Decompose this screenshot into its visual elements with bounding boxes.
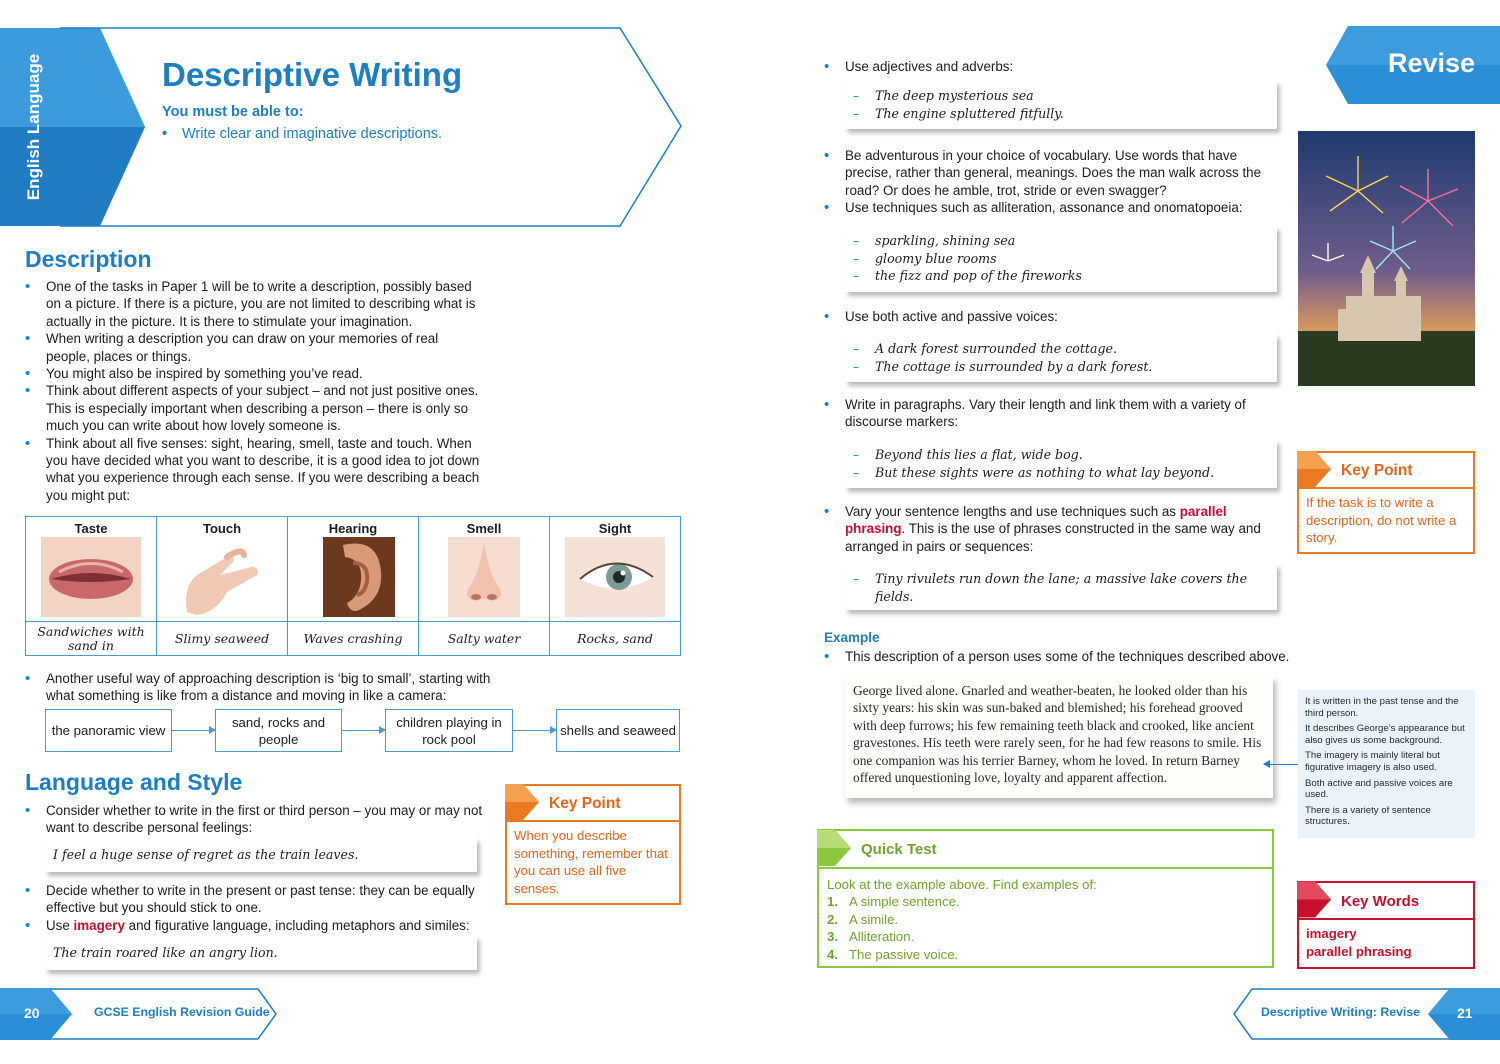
must-heading: You must be able to: xyxy=(162,104,304,120)
adjectives-bullet xyxy=(824,58,1274,75)
list-item: • Use imagery and figurative language, including metaphors and similes: xyxy=(25,917,485,934)
sentence-bullet xyxy=(824,503,1269,555)
key-point-text: When you describe something, remember that you can use all five senses. xyxy=(514,828,668,896)
list-item: 4. The passive voice. xyxy=(827,946,959,962)
arrow-right-icon xyxy=(172,730,215,731)
list-item: • Use adjectives and adverbs: xyxy=(824,58,1274,75)
ear-photo-icon xyxy=(303,537,403,617)
list-item: • Consider whether to write in the first or third person – you may or may not want to describe personal feelings: xyxy=(25,802,485,837)
list-item: • One of the tasks in Paper 1 will be to write a description, possibly based on a picture. If there is a picture, you are not limited to describing what is actually in the picture. It is there to stimulate your imagination. xyxy=(25,278,480,330)
paragraphs-bullet xyxy=(824,396,1276,431)
page-title: Descriptive Writing xyxy=(162,56,463,93)
list-item: • Think about different aspects of your subject – and not just positive ones. This is especially important when describing a person – there is only so much you can write about how lovely someone is. xyxy=(25,382,480,434)
voices-bullet xyxy=(824,308,1274,325)
table-cell: Slimy seaweed xyxy=(157,622,288,656)
key-word: imagery xyxy=(1306,926,1357,941)
list-item: • When writing a description you can draw on your memories of real people, places or things. xyxy=(25,330,480,365)
table-header: Taste xyxy=(26,517,157,536)
key-point-text: If the task is to write a description, do not write a story. xyxy=(1306,495,1457,545)
table-header: Smell xyxy=(419,517,550,536)
list-item: • Vary your sentence lengths and use techniques such as parallel phrasing. This is the use of phrases constructed in the same way and arranged in pairs or sequences: xyxy=(824,503,1269,555)
quick-test-list xyxy=(827,893,1264,963)
lips-photo-icon xyxy=(41,537,141,617)
page-number: 21 xyxy=(1457,1005,1473,1021)
list-item: 3. Alliteration. xyxy=(827,929,915,945)
list-item: • Write in paragraphs. Vary their length and link them with a variety of discourse markers: xyxy=(824,396,1276,431)
flow-step: shells and seaweed xyxy=(556,709,680,752)
note-item: It is written in the past tense and the third person. xyxy=(1305,696,1459,719)
table-cell: Salty water xyxy=(419,622,550,656)
example-bullet xyxy=(824,648,1294,665)
flow-step: children playing in rock pool xyxy=(385,709,513,752)
list-item: • This description of a person uses some of the techniques described above. xyxy=(824,648,1294,665)
chevron-right-icon xyxy=(1297,881,1333,918)
example-strip: – Beyond this lies a flat, wide bog. – But these sights were as nothing to what lay beyond. xyxy=(845,440,1277,488)
page-number: 20 xyxy=(24,1005,40,1021)
eye-photo-icon xyxy=(565,537,665,617)
table-cell: Sandwiches with sand in xyxy=(26,622,157,656)
arrow-right-icon xyxy=(342,730,385,731)
list-item: • Another useful way of approaching description is ‘big to small’, starting with what something is like from a distance and moving in like a camera: xyxy=(25,670,495,705)
chevron-right-icon xyxy=(1297,451,1333,487)
arrow-left-icon xyxy=(1265,764,1299,765)
note-item: Both active and passive voices are used. xyxy=(1305,777,1453,801)
flow-step: the panoramic view xyxy=(45,709,172,752)
example-strip: – The deep mysterious sea – The engine spluttered fitfully. xyxy=(845,81,1277,129)
description-bullets xyxy=(25,278,480,504)
senses-table xyxy=(25,516,681,656)
must-item: • Write clear and imaginative descriptions. xyxy=(162,126,443,142)
annotation-notes xyxy=(1298,690,1475,838)
quick-test-intro: Look at the example above. Find examples of: xyxy=(827,877,1097,892)
example-strip: – sparkling, shining sea – gloomy blue rooms – the fizz and pop of the fireworks xyxy=(845,226,1277,292)
list-item: • Be adventurous in your choice of vocabulary. Use words that have precise, rather than general, meanings. Does the man walk across the road? Or does he amble, trot, stride or even swagger? xyxy=(824,147,1274,199)
chevron-right-icon xyxy=(817,829,853,867)
list-item: • Use both active and passive voices: xyxy=(824,308,1274,325)
big-to-small-bullet xyxy=(25,670,495,705)
note-item: There is a variety of sentence structures. xyxy=(1305,804,1431,828)
list-item: • Think about all five senses: sight, hearing, smell, taste and touch. When you have decided what you want to describe, it is a good idea to jot down what you experience through each sense. If you were describing a beach you might put: xyxy=(25,435,480,505)
list-item: 1. A simple sentence. xyxy=(827,894,960,910)
list-item: 2. A simile. xyxy=(827,911,899,927)
spine-label: English Language xyxy=(24,53,43,201)
footer-title: GCSE English Revision Guide xyxy=(94,1005,270,1019)
nose-photo-icon xyxy=(434,537,534,617)
table-header: Sight xyxy=(550,517,681,536)
list-item: • Use techniques such as alliteration, assonance and onomatopoeia: xyxy=(824,199,1274,216)
vocabulary-bullets xyxy=(824,147,1274,217)
key-words-box xyxy=(1297,881,1475,969)
example-strip: – A dark forest surrounded the cottage. – The cottage is surrounded by a dark forest. xyxy=(845,334,1277,382)
example-strip: – Tiny rivulets run down the lane; a massive lake covers the fields. xyxy=(845,564,1277,610)
chevron-right-icon xyxy=(505,784,541,820)
table-header: Touch xyxy=(157,517,288,536)
list-item: • Decide whether to write in the present or past tense: they can be equally effective but you should stick to one. xyxy=(25,882,485,917)
list-item: • You might also be inspired by something you’ve read. xyxy=(25,365,480,382)
key-word: parallel phrasing xyxy=(1306,944,1412,959)
fireworks-castle-photo-icon xyxy=(1298,131,1475,386)
table-cell: Rocks, sand xyxy=(550,622,681,656)
key-words-heading: Key Words xyxy=(1341,893,1420,910)
language-bullet-1 xyxy=(25,802,485,837)
description-heading: Description xyxy=(25,246,152,272)
key-term: imagery xyxy=(73,917,125,933)
language-style-heading: Language and Style xyxy=(25,769,243,795)
quick-test-box xyxy=(817,829,1274,968)
note-item: It describes George’s appearance but also gives us some background. xyxy=(1305,723,1465,746)
key-point-box xyxy=(505,784,681,905)
flow-step: sand, rocks and people xyxy=(215,709,342,752)
note-item: The imagery is mainly literal but figurative imagery is also used. xyxy=(1305,750,1440,773)
arrow-right-icon xyxy=(513,730,556,731)
key-term: parallel phrasing xyxy=(845,504,1227,537)
quick-test-heading: Quick Test xyxy=(861,841,937,858)
example-label: Example xyxy=(824,630,880,645)
hand-photo-icon xyxy=(172,537,272,617)
example-strip: I feel a huge sense of regret as the train leaves. xyxy=(45,838,477,872)
table-cell: Waves crashing xyxy=(288,622,419,656)
revise-label: Revise xyxy=(1388,48,1476,78)
example-strip: The train roared like an angry lion. xyxy=(45,936,477,970)
language-bullet-2 xyxy=(25,882,485,934)
key-point-heading: Key Point xyxy=(549,795,621,812)
key-point-box xyxy=(1297,451,1475,554)
example-passage: George lived alone. Gnarled and weather-beaten, he looked older than his sixty years: his skin was sun-baked and blemished; his forehead grooved with deep furrows; his few remaining teeth black and crooked, like ancient gravestones. His teeth were rarely seen, for he had few reasons to smile. His one companion was his terrier Barney, whom he loved. In return Barney offered unquestioning love, loyalty and apparent affection. xyxy=(845,676,1273,798)
footer-title: Descriptive Writing: Revise xyxy=(1261,1005,1421,1019)
key-point-heading: Key Point xyxy=(1341,462,1413,479)
table-header: Hearing xyxy=(288,517,419,536)
